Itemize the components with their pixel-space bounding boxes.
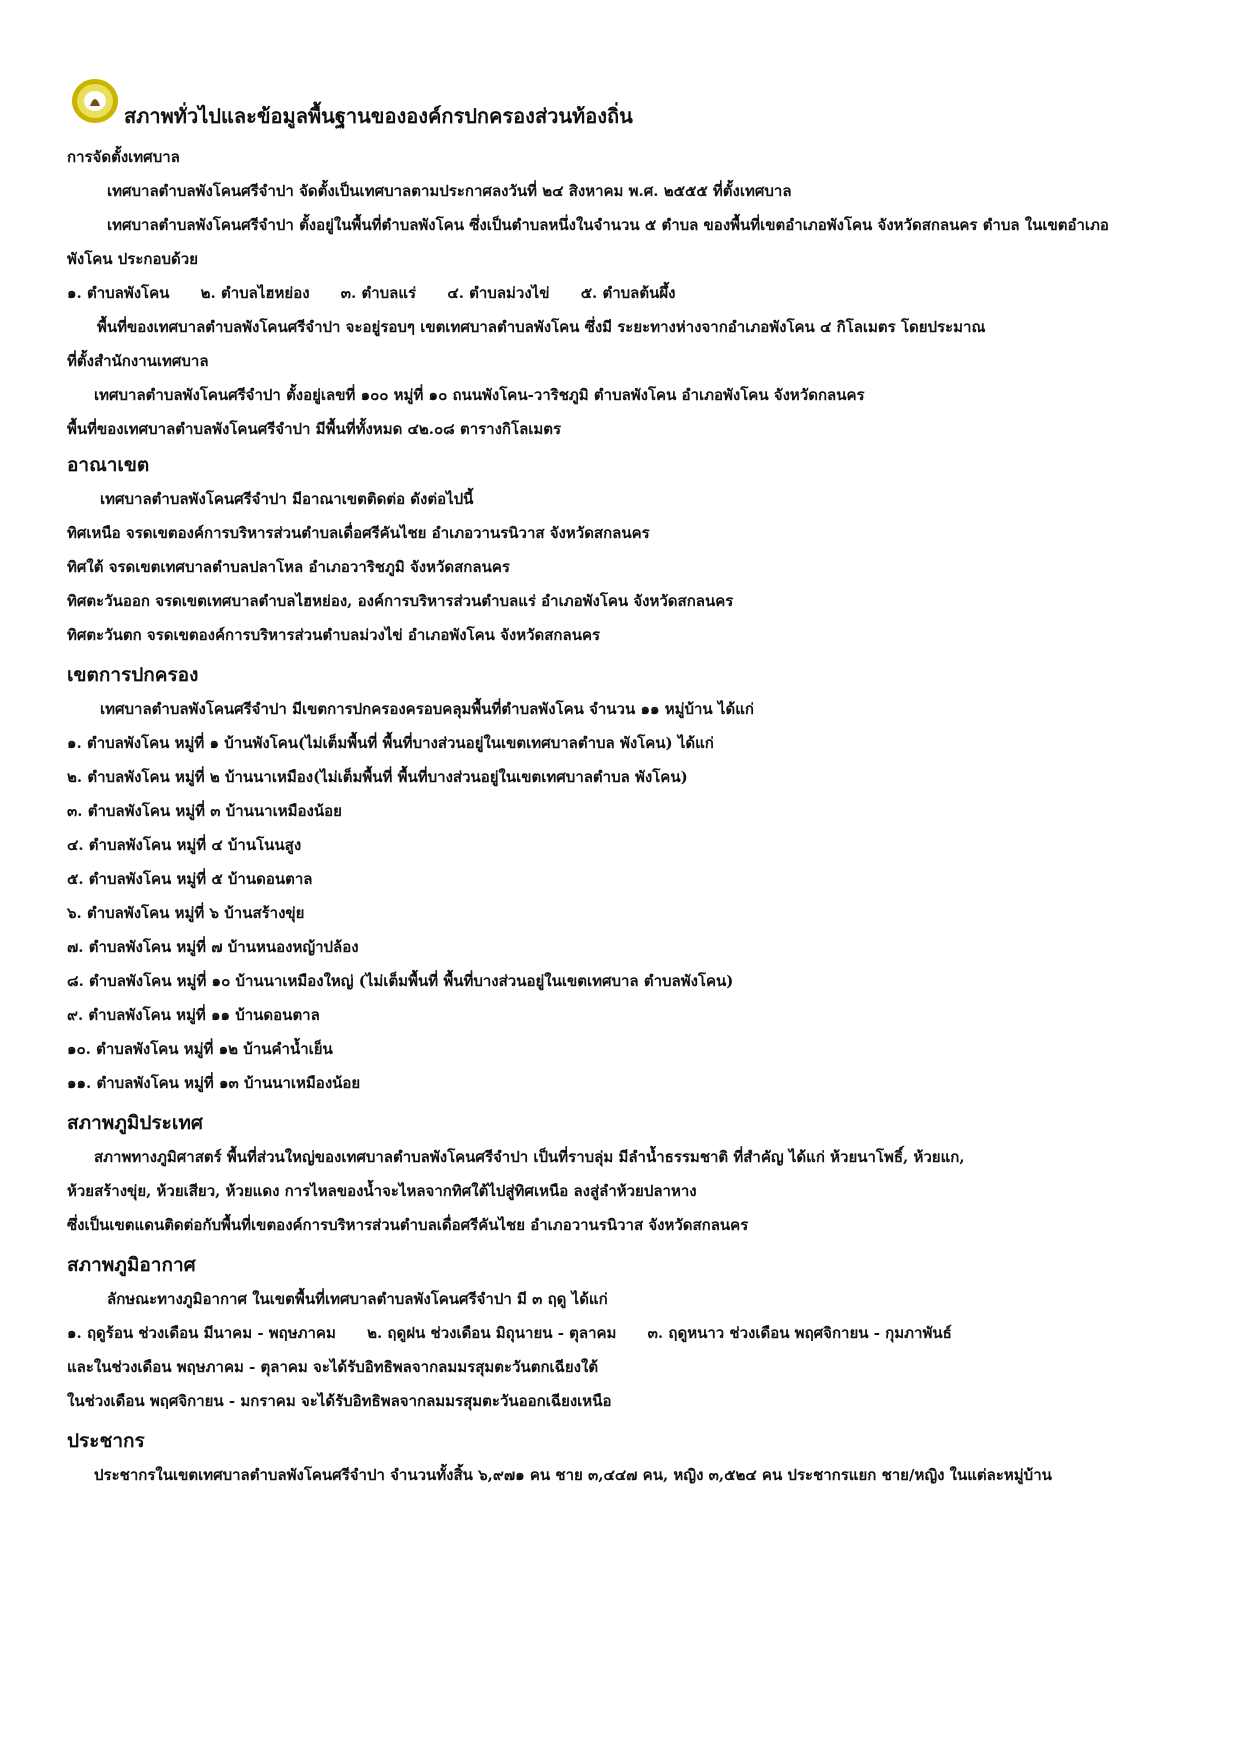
population-line1: ประชากรในเขตเทศบาลตำบลพังโคนศรีจำปา จำนวนทั้งสิ้น ๖,๙๗๑ คน ชาย ๓,๔๔๗ คน, หญิง ๓,๕๒๔ คน ประชากรแยก ชาย/หญิง ในแต่ละหมู่บ้าน (94, 1466, 1052, 1484)
geography-line1: สภาพทางภูมิศาสตร์ พื้นที่ส่วนใหญ่ของเทศบาลตำบลพังโคนศรีจำปา เป็นที่ราบลุ่ม มีลำน้ำธรรมชาติ ที่สำคัญ ได้แก่ ห้วยนาโพธิ์, ห้วยแก, (94, 1148, 965, 1166)
climate-line3: ในช่วงเดือน พฤศจิกายน - มกราคม จะได้รับอิทธิพลจากลมมรสุมตะวันออกเฉียงเหนือ (67, 1392, 612, 1410)
village-item: ๙. ตำบลพังโคน หมู่ที่ ๑๑ บ้านดอนตาล (67, 1006, 320, 1024)
section-heading-boundary: อาณาเขต (67, 454, 150, 476)
village-item: ๑. ตำบลพังโคน หมู่ที่ ๑ บ้านพังโคน(ไม่เต็มพื้นที่ พื้นที่บางส่วนอยู่ในเขตเทศบาลตำบล พังโคน) ได้แก่ (67, 734, 714, 752)
office-location-label: ที่ตั้งสำนักงานเทศบาล (67, 352, 209, 370)
subdistrict-item: ๕. ตำบลต้นผึ้ง (580, 284, 676, 302)
season-item: ๒. ฤดูฝน ช่วงเดือน มิถุนายน - ตุลาคม (367, 1324, 617, 1342)
village-item: ๗. ตำบลพังโคน หมู่ที่ ๗ บ้านหนองหญ้าปล้อง (67, 938, 359, 956)
paragraph-establish-date: เทศบาลตำบลพังโคนศรีจำปา จัดตั้งเป็นเทศบาลตามประกาศลงวันที่ ๒๔ สิงหาคม พ.ศ. ๒๕๕๕ ที่ตั้งเทศบาล (107, 182, 792, 200)
section-heading-establish: การจัดตั้งเทศบาล (67, 148, 180, 166)
season-list (67, 1323, 952, 1343)
section-heading-climate: สภาพภูมิอากาศ (67, 1254, 196, 1276)
village-item: ๕. ตำบลพังโคน หมู่ที่ ๕ บ้านดอนตาล (67, 870, 313, 888)
section-heading-geography: สภาพภูมิประเทศ (67, 1112, 203, 1134)
total-area: พื้นที่ของเทศบาลตำบลพังโคนศรีจำปา มีพื้นที่ทั้งหมด ๔๒.๐๘ ตารางกิโลเมตร (67, 420, 562, 438)
climate-intro: ลักษณะทางภูมิอากาศ ในเขตพื้นที่เทศบาลตำบลพังโคนศรีจำปา มี ๓ ฤดู ได้แก่ (107, 1290, 608, 1308)
municipality-logo-icon (71, 78, 119, 124)
season-item: ๑. ฤดูร้อน ช่วงเดือน มีนาคม - พฤษภาคม (67, 1324, 336, 1342)
village-item: ๑๑. ตำบลพังโคน หมู่ที่ ๑๓ บ้านนาเหมืองน้อย (67, 1074, 361, 1092)
village-item: ๓. ตำบลพังโคน หมู่ที่ ๓ บ้านนาเหมืองน้อย (67, 802, 342, 820)
climate-line2: และในช่วงเดือน พฤษภาคม - ตุลาคม จะได้รับอิทธิพลจากลมมรสุมตะวันตกเฉียงใต้ (67, 1358, 599, 1376)
document-title: สภาพทั่วไปและข้อมูลพื้นฐานขององค์กรปกครองส่วนท้องถิ่น (124, 104, 633, 128)
village-item: ๑๐. ตำบลพังโคน หมู่ที่ ๑๒ บ้านคำน้ำเย็น (67, 1040, 333, 1058)
boundary-intro: เทศบาลตำบลพังโคนศรีจำปา มีอาณาเขตติดต่อ ดังต่อไปนี้ (100, 490, 474, 508)
village-item: ๖. ตำบลพังโคน หมู่ที่ ๖ บ้านสร้างขุ่ย (67, 904, 305, 922)
boundary-east: ทิศตะวันออก จรดเขตเทศบาลตำบลไฮหย่อง, องค์การบริหารส่วนตำบลแร่ อำเภอพังโคน จังหวัดสกลนคร (67, 592, 734, 610)
boundary-west: ทิศตะวันตก จรดเขตองค์การบริหารส่วนตำบลม่วงไข่ อำเภอพังโคน จังหวัดสกลนคร (67, 626, 601, 644)
office-address: เทศบาลตำบลพังโคนศรีจำปา ตั้งอยู่เลขที่ ๑๐๐ หมู่ที่ ๑๐ ถนนพังโคน-วาริชภูมิ ตำบลพังโคน อำเภอพังโคน จังหวัดกลนคร (94, 386, 865, 404)
village-item: ๘. ตำบลพังโคน หมู่ที่ ๑๐ บ้านนาเหมืองใหญ่ (ไม่เต็มพื้นที่ พื้นที่บางส่วนอยู่ในเขตเทศบาล ตำบลพังโคน) (67, 972, 734, 990)
paragraph-location-line2: พังโคน ประกอบด้วย (67, 250, 198, 268)
section-heading-population: ประชากร (67, 1430, 145, 1452)
subdistrict-item: ๒. ตำบลไฮหย่อง (200, 284, 310, 302)
paragraph-location-line1: เทศบาลตำบลพังโคนศรีจำปา ตั้งอยู่ในพื้นที่ตำบลพังโคน ซึ่งเป็นตำบลหนึ่งในจำนวน ๕ ตำบล ของพื้นที่เขตอำเภอพังโคน จังหวัดสกลนคร ตำบล ในเขตอำเภอ (107, 216, 1109, 234)
administration-intro: เทศบาลตำบลพังโคนศรีจำปา มีเขตการปกครองครอบคลุมพื้นที่ตำบลพังโคน จำนวน ๑๑ หมู่บ้าน ได้แก่ (100, 700, 754, 718)
boundary-north: ทิศเหนือ จรดเขตองค์การบริหารส่วนตำบลเดื่อศรีคันไชย อำเภอวานรนิวาส จังหวัดสกลนคร (67, 524, 650, 542)
geography-line3: ซึ่งเป็นเขตแดนติดต่อกับพื้นที่เขตองค์การบริหารส่วนตำบลเดื่อศรีคันไชย อำเภอวานรนิวาส จังหวัดสกลนคร (67, 1216, 749, 1234)
subdistrict-item: ๓. ตำบลแร่ (340, 284, 417, 302)
village-item: ๔. ตำบลพังโคน หมู่ที่ ๔ บ้านโนนสูง (67, 836, 302, 854)
section-heading-administration: เขตการปกครอง (67, 664, 199, 686)
geography-line2: ห้วยสร้างขุ่ย, ห้วยเสียว, ห้วยแดง การไหลของน้ำจะไหลจากทิศใต้ไปสู่ทิศเหนือ ลงสู่ลำห้วยปลาหาง (67, 1182, 697, 1200)
boundary-south: ทิศใต้ จรดเขตเทศบาลตำบลปลาโหล อำเภอวาริชภูมิ จังหวัดสกลนคร (67, 558, 510, 576)
subdistrict-list (67, 283, 675, 303)
subdistrict-item: ๔. ตำบลม่วงไข่ (447, 284, 550, 302)
season-item: ๓. ฤดูหนาว ช่วงเดือน พฤศจิกายน - กุมภาพันธ์ (647, 1324, 952, 1342)
paragraph-area-distance: พื้นที่ของเทศบาลตำบลพังโคนศรีจำปา จะอยู่รอบๆ เขตเทศบาลตำบลพังโคน ซึ่งมี ระยะทางห่างจากอำเภอพังโคน ๔ กิโลเมตร โดยประมาณ (97, 318, 986, 336)
village-item: ๒. ตำบลพังโคน หมู่ที่ ๒ บ้านนาเหมือง(ไม่เต็มพื้นที่ พื้นที่บางส่วนอยู่ในเขตเทศบาลตำบล พังโคน) (67, 768, 688, 786)
subdistrict-item: ๑. ตำบลพังโคน (67, 284, 170, 302)
